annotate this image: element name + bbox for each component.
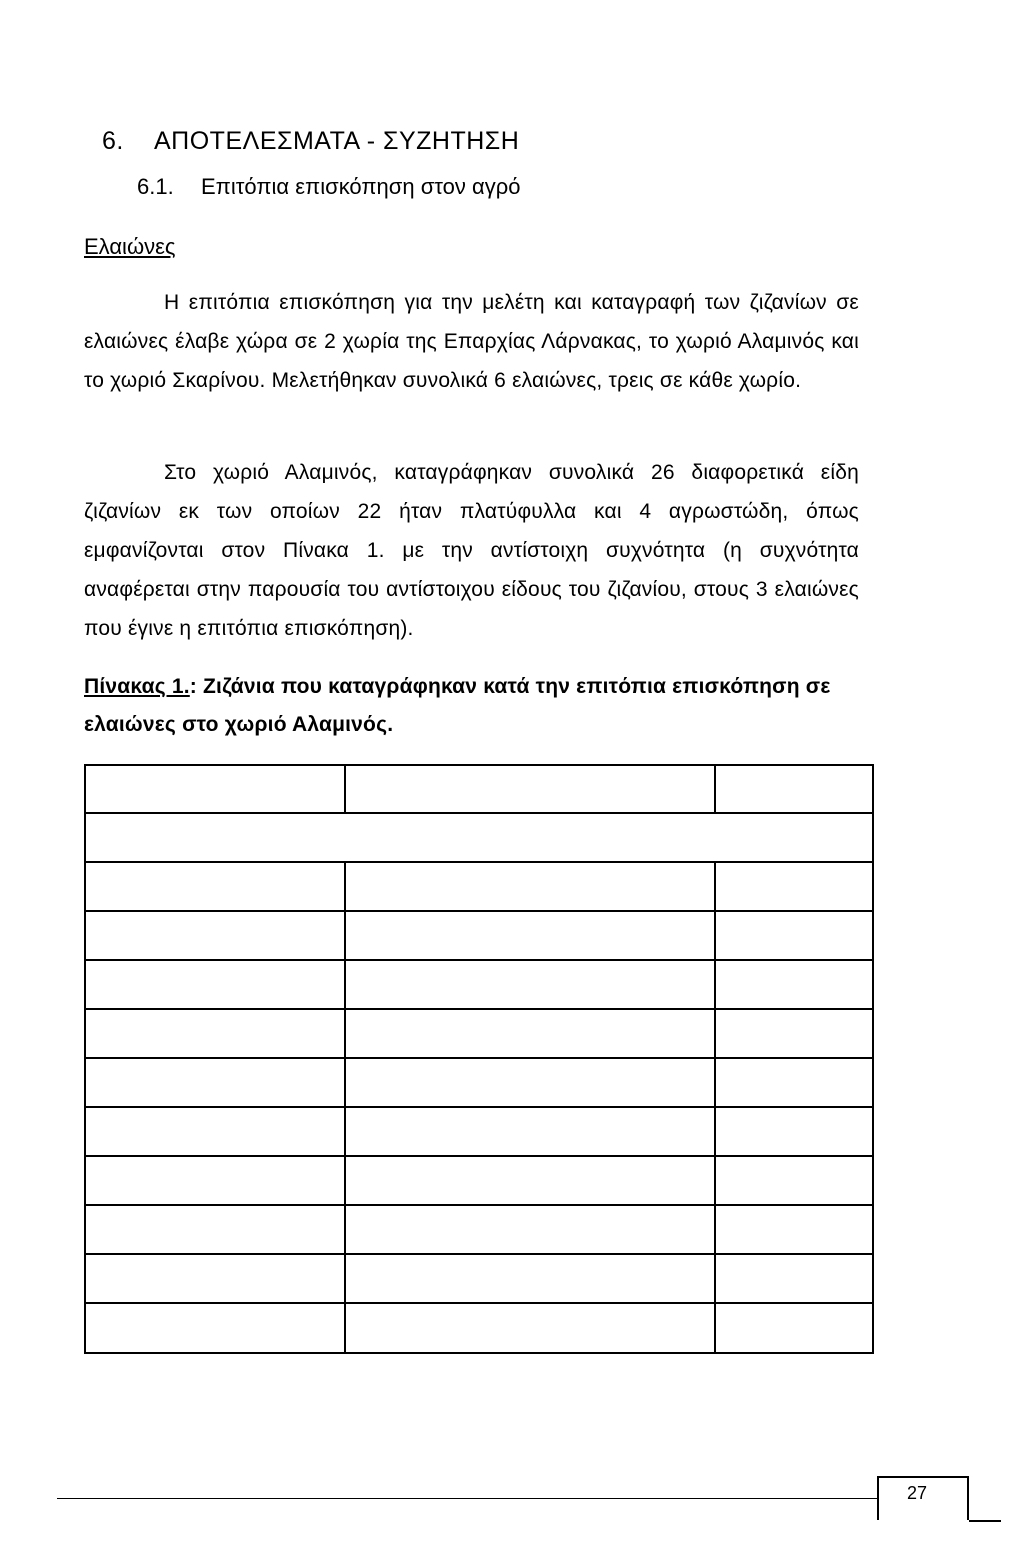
table-row [85,1107,873,1156]
table-cell [715,1205,873,1254]
table-caption-separator: : [189,675,197,698]
section-title: ΑΠΟΤΕΛΕΣΜΑΤΑ - ΣΥΖΗΤΗΣΗ [154,127,520,155]
table-cell [715,765,873,813]
table-row [85,1058,873,1107]
table-header-row [85,765,873,813]
table-cell [715,960,873,1009]
table-cell [85,765,345,813]
table-cell [715,1009,873,1058]
table-row [85,1303,873,1353]
table-cell [345,1009,715,1058]
paragraph-1 [84,283,859,400]
table-cell [715,1303,873,1353]
table-cell [345,1303,715,1353]
table-cell [345,1205,715,1254]
table-cell [345,862,715,911]
table-cell [85,1058,345,1107]
table-cell [345,1156,715,1205]
table-cell [345,1107,715,1156]
table-cell [345,1254,715,1303]
table-row [85,862,873,911]
section-heading [102,127,519,156]
subsection-number: 6.1. [137,174,174,199]
table-row [85,1254,873,1303]
table-row [85,960,873,1009]
table-row [85,1205,873,1254]
table-cell [715,1156,873,1205]
table-cell [715,862,873,911]
table-cell [85,1156,345,1205]
table-cell [715,911,873,960]
olive-groves-heading: Ελαιώνες [84,234,176,259]
table-cell [85,1205,345,1254]
table-cell [345,765,715,813]
paragraph-2-text: Στο χωριό Αλαμινός, καταγράφηκαν συνολικά 26 διαφορετικά είδη ζιζανίων εκ των οποίων 22 ήταν πλατύφυλλα και 4 αγρωστώδη, όπως εμφανίζονται στον Πίνακα 1. με την αντίστοιχη συχνότητα (η συχνότητα αναφέρεται στην παρουσία του αντίστοιχου είδους του ζιζανίου, στους 3 ελαιώνες που έγινε η επιτόπια επισκόπηση). [84,461,859,640]
footer-rule-tail [969,1520,1001,1522]
table-cell [715,1058,873,1107]
table-cell [85,1254,345,1303]
footer-rule [57,1498,879,1499]
table-group-row [85,813,873,862]
table-caption-label: Πίνακας 1. [84,675,190,698]
section-number: 6. [102,127,124,155]
table-cell [85,1303,345,1353]
subsection-heading [137,174,520,200]
table-cell [715,1254,873,1303]
paragraph-2 [84,453,859,648]
table-cell [85,1107,345,1156]
subsection-title: Επιτόπια επισκόπηση στον αγρό [201,174,521,199]
paragraph-1-text: Η επιτόπια επισκόπηση για την μελέτη και καταγραφή των ζιζανίων σε ελαιώνες έλαβε χώρα σε 2 χωρία της Επαρχίας Λάρνακας, το χωριό Αλαμινός και το χωριό Σκαρίνου. Μελετήθηκαν συνολικά 6 ελαιώνες, τρεις σε κάθε χωρίο. [84,291,859,392]
table-row [85,911,873,960]
page-number: 27 [907,1483,928,1503]
table-cell [345,960,715,1009]
table-cell [85,960,345,1009]
table-caption [84,668,884,744]
weeds-table [84,764,874,1354]
table-cell [85,1009,345,1058]
table-cell [85,813,873,862]
table-row [85,1156,873,1205]
table-cell [85,911,345,960]
table-cell [85,862,345,911]
table-cell [345,1058,715,1107]
table-caption-text: Ζιζάνια που καταγράφηκαν κατά την επιτόπια επισκόπηση σε ελαιώνες στο χωριό Αλαμινός. [84,675,831,736]
table-cell [345,911,715,960]
table-cell [715,1107,873,1156]
table-row [85,1009,873,1058]
